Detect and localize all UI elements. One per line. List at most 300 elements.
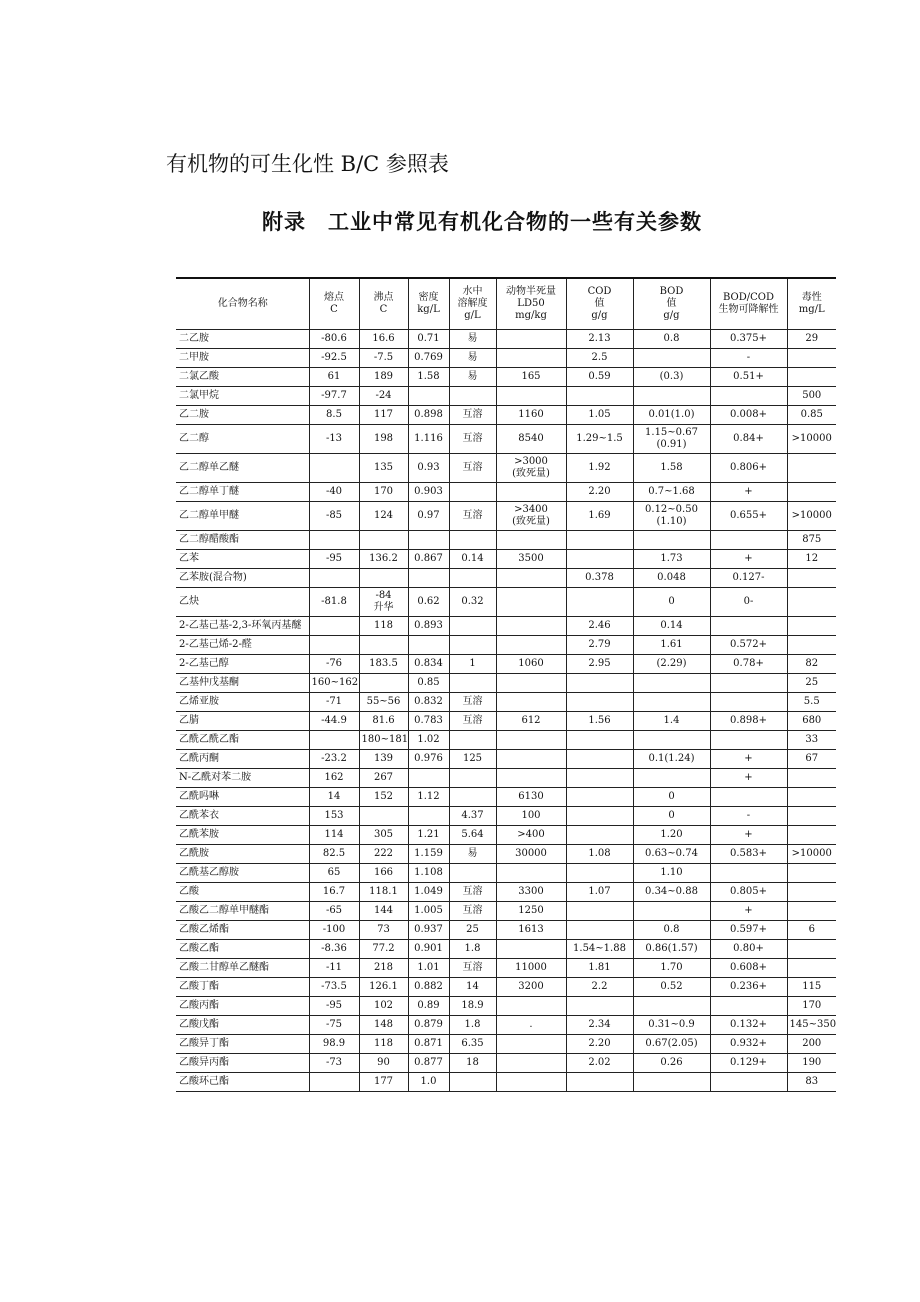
cell-toxicity: >10000: [787, 425, 836, 454]
cell-boiling-point: 136.2: [359, 550, 408, 569]
cell-boiling-point: 218: [359, 959, 408, 978]
cell-ld50: [496, 750, 566, 769]
cell-cod: [566, 531, 633, 550]
table-row: [176, 483, 836, 502]
cell-bod-cod: +: [710, 769, 787, 788]
cell-bod: 0.31~0.9: [633, 1016, 710, 1035]
cell-solubility: 互溶: [449, 693, 496, 712]
cell-bod: (0.3): [633, 368, 710, 387]
cell-cod: 1.08: [566, 845, 633, 864]
cell-melting-point: -95: [309, 550, 359, 569]
cell-toxicity: >10000: [787, 502, 836, 531]
cell-toxicity: [787, 883, 836, 902]
cell-bod-cod: 0.932+: [710, 1035, 787, 1054]
cell-bod: [633, 997, 710, 1016]
cell-melting-point: -95: [309, 997, 359, 1016]
cell-name: 乙酸乙酯: [176, 940, 309, 959]
cell-boiling-point: -24: [359, 387, 408, 406]
cell-bod: 0.12~0.50 (1.10): [633, 502, 710, 531]
cell-name: 2-乙基己烯-2-醛: [176, 636, 309, 655]
cell-boiling-point: 139: [359, 750, 408, 769]
cell-name: 乙酸丙酯: [176, 997, 309, 1016]
table-row: [176, 655, 836, 674]
cell-name: 乙腈: [176, 712, 309, 731]
cell-melting-point: -11: [309, 959, 359, 978]
cell-cod: 2.02: [566, 1054, 633, 1073]
cell-melting-point: 160~162: [309, 674, 359, 693]
cell-ld50: [496, 483, 566, 502]
cell-bod-cod: 0.806+: [710, 454, 787, 483]
cell-melting-point: -81.8: [309, 588, 359, 617]
table-row: [176, 902, 836, 921]
cell-solubility: 18: [449, 1054, 496, 1073]
column-header-name: 化合物名称: [176, 278, 309, 330]
cell-toxicity: 875: [787, 531, 836, 550]
cell-toxicity: 145~350: [787, 1016, 836, 1035]
cell-cod: [566, 387, 633, 406]
cell-cod: 2.95: [566, 655, 633, 674]
cell-cod: 1.29~1.5: [566, 425, 633, 454]
cell-melting-point: -100: [309, 921, 359, 940]
column-header-toxicity: 毒性 mg/L: [787, 278, 836, 330]
cell-boiling-point: 198: [359, 425, 408, 454]
cell-boiling-point: 305: [359, 826, 408, 845]
cell-solubility: 0.32: [449, 588, 496, 617]
cell-density: 0.85: [408, 674, 449, 693]
cell-density: 1.58: [408, 368, 449, 387]
cell-cod: 2.2: [566, 978, 633, 997]
cell-bod: 0.52: [633, 978, 710, 997]
cell-boiling-point: 77.2: [359, 940, 408, 959]
cell-boiling-point: 118.1: [359, 883, 408, 902]
cell-ld50: 30000: [496, 845, 566, 864]
table-row: [176, 674, 836, 693]
cell-toxicity: [787, 769, 836, 788]
cell-density: [408, 769, 449, 788]
cell-density: [408, 636, 449, 655]
cell-cod: 2.20: [566, 1035, 633, 1054]
cell-toxicity: [787, 617, 836, 636]
cell-name: 乙二醇单乙醚: [176, 454, 309, 483]
cell-bod: [633, 349, 710, 368]
cell-cod: [566, 864, 633, 883]
table-row: [176, 940, 836, 959]
cell-bod-cod: 0.80+: [710, 940, 787, 959]
cell-boiling-point: 102: [359, 997, 408, 1016]
column-header-density: 密度 kg/L: [408, 278, 449, 330]
cell-bod-cod: +: [710, 550, 787, 569]
cell-cod: [566, 550, 633, 569]
cell-density: 0.783: [408, 712, 449, 731]
cell-cod: 2.46: [566, 617, 633, 636]
cell-melting-point: 16.7: [309, 883, 359, 902]
table-row: [176, 750, 836, 769]
cell-ld50: 3500: [496, 550, 566, 569]
cell-bod: 0.1(1.24): [633, 750, 710, 769]
table-row: [176, 425, 836, 454]
cell-ld50: [496, 997, 566, 1016]
cell-bod-cod: 0.129+: [710, 1054, 787, 1073]
cell-boiling-point: 90: [359, 1054, 408, 1073]
cell-solubility: 6.35: [449, 1035, 496, 1054]
cell-solubility: 1: [449, 655, 496, 674]
cell-boiling-point: [359, 674, 408, 693]
cell-melting-point: -8.36: [309, 940, 359, 959]
cell-cod: 2.34: [566, 1016, 633, 1035]
cell-melting-point: -85: [309, 502, 359, 531]
cell-cod: 1.81: [566, 959, 633, 978]
cell-cod: 2.79: [566, 636, 633, 655]
table-row: [176, 921, 836, 940]
cell-solubility: [449, 483, 496, 502]
cell-toxicity: 33: [787, 731, 836, 750]
cell-toxicity: 680: [787, 712, 836, 731]
cell-bod: 0: [633, 807, 710, 826]
cell-toxicity: 82: [787, 655, 836, 674]
cell-name: 乙酸二甘醇单乙醚酯: [176, 959, 309, 978]
cell-density: 1.12: [408, 788, 449, 807]
cell-ld50: [496, 674, 566, 693]
cell-name: 乙酸乙二醇单甲醚酯: [176, 902, 309, 921]
cell-cod: [566, 826, 633, 845]
cell-bod-cod: [710, 693, 787, 712]
cell-bod: 1.15~0.67 (0.91): [633, 425, 710, 454]
cell-ld50: 100: [496, 807, 566, 826]
cell-ld50: 11000: [496, 959, 566, 978]
cell-density: 1.108: [408, 864, 449, 883]
cell-bod-cod: [710, 864, 787, 883]
cell-name: 乙苯: [176, 550, 309, 569]
cell-bod-cod: 0-: [710, 588, 787, 617]
cell-boiling-point: 144: [359, 902, 408, 921]
cell-bod: [633, 902, 710, 921]
cell-solubility: [449, 864, 496, 883]
cell-density: 0.877: [408, 1054, 449, 1073]
cell-name: 乙二醇醋酸酯: [176, 531, 309, 550]
table-row: [176, 883, 836, 902]
cell-name: 乙炔: [176, 588, 309, 617]
cell-density: 0.871: [408, 1035, 449, 1054]
cell-cod: [566, 807, 633, 826]
cell-name: 乙酰苯衣: [176, 807, 309, 826]
cell-bod-cod: 0.608+: [710, 959, 787, 978]
cell-melting-point: 61: [309, 368, 359, 387]
cell-toxicity: [787, 569, 836, 588]
table-row: [176, 636, 836, 655]
cell-bod: 0.86(1.57): [633, 940, 710, 959]
cell-boiling-point: [359, 807, 408, 826]
cell-ld50: [496, 569, 566, 588]
cell-name: 乙二胺: [176, 406, 309, 425]
cell-melting-point: [309, 1073, 359, 1092]
cell-bod: 0: [633, 588, 710, 617]
cell-ld50: 165: [496, 368, 566, 387]
cell-bod-cod: 0.898+: [710, 712, 787, 731]
cell-cod: [566, 997, 633, 1016]
cell-bod: 0.8: [633, 921, 710, 940]
cell-bod: 0.048: [633, 569, 710, 588]
cell-toxicity: 5.5: [787, 693, 836, 712]
cell-bod-cod: [710, 1073, 787, 1092]
cell-ld50: 8540: [496, 425, 566, 454]
table-row: [176, 406, 836, 425]
table-row: [176, 454, 836, 483]
cell-density: 1.159: [408, 845, 449, 864]
cell-name: 乙酰吗啉: [176, 788, 309, 807]
cell-solubility: 1.8: [449, 940, 496, 959]
table-title: 附录 工业中常见有机化合物的一些有关参数: [262, 210, 702, 234]
cell-bod-cod: 0.78+: [710, 655, 787, 674]
table-row: [176, 569, 836, 588]
cell-density: 1.005: [408, 902, 449, 921]
cell-bod-cod: +: [710, 902, 787, 921]
cell-bod: 0: [633, 788, 710, 807]
cell-toxicity: 83: [787, 1073, 836, 1092]
cell-cod: 2.5: [566, 349, 633, 368]
cell-melting-point: [309, 731, 359, 750]
cell-melting-point: -97.7: [309, 387, 359, 406]
cell-toxicity: 0.85: [787, 406, 836, 425]
cell-density: 0.937: [408, 921, 449, 940]
cell-solubility: 4.37: [449, 807, 496, 826]
cell-density: 0.89: [408, 997, 449, 1016]
cell-boiling-point: [359, 636, 408, 655]
cell-boiling-point: 16.6: [359, 330, 408, 349]
cell-ld50: [496, 330, 566, 349]
table-row: [176, 588, 836, 617]
cell-solubility: 互溶: [449, 883, 496, 902]
cell-toxicity: 12: [787, 550, 836, 569]
table-row: [176, 978, 836, 997]
cell-name: N-乙酰对苯二胺: [176, 769, 309, 788]
cell-melting-point: [309, 531, 359, 550]
table-row: [176, 997, 836, 1016]
cell-bod: 1.61: [633, 636, 710, 655]
cell-boiling-point: 73: [359, 921, 408, 940]
table-row: [176, 531, 836, 550]
table-row: [176, 1073, 836, 1092]
cell-ld50: [496, 864, 566, 883]
cell-melting-point: [309, 617, 359, 636]
cell-name: 乙酸异丙酯: [176, 1054, 309, 1073]
cell-name: 二甲胺: [176, 349, 309, 368]
table-header-row: [176, 278, 836, 330]
cell-cod: 0.378: [566, 569, 633, 588]
cell-ld50: [496, 588, 566, 617]
cell-ld50: [496, 1035, 566, 1054]
cell-bod-cod: 0.008+: [710, 406, 787, 425]
cell-melting-point: [309, 636, 359, 655]
table-row: [176, 387, 836, 406]
cell-toxicity: 190: [787, 1054, 836, 1073]
cell-density: [408, 387, 449, 406]
cell-cod: 2.13: [566, 330, 633, 349]
cell-melting-point: -40: [309, 483, 359, 502]
cell-bod-cod: 0.572+: [710, 636, 787, 655]
cell-solubility: 0.14: [449, 550, 496, 569]
cell-cod: 0.59: [566, 368, 633, 387]
cell-boiling-point: 180~181: [359, 731, 408, 750]
cell-boiling-point: 118: [359, 617, 408, 636]
table-body: [176, 330, 836, 1092]
cell-toxicity: [787, 588, 836, 617]
cell-bod: 0.01(1.0): [633, 406, 710, 425]
cell-name: 乙酸戊酯: [176, 1016, 309, 1035]
cell-boiling-point: 170: [359, 483, 408, 502]
cell-bod: 0.67(2.05): [633, 1035, 710, 1054]
column-header-ld50: 动物半死量 LD50 mg/kg: [496, 278, 566, 330]
cell-melting-point: 82.5: [309, 845, 359, 864]
cell-cod: [566, 788, 633, 807]
table-row: [176, 330, 836, 349]
cell-bod-cod: 0.84+: [710, 425, 787, 454]
cell-melting-point: -44.9: [309, 712, 359, 731]
cell-ld50: [496, 1054, 566, 1073]
cell-bod-cod: 0.375+: [710, 330, 787, 349]
cell-melting-point: 98.9: [309, 1035, 359, 1054]
cell-solubility: [449, 531, 496, 550]
column-header-solubility: 水中 溶解度 g/L: [449, 278, 496, 330]
cell-toxicity: 115: [787, 978, 836, 997]
cell-bod: [633, 693, 710, 712]
cell-bod-cod: [710, 788, 787, 807]
cell-cod: [566, 693, 633, 712]
cell-bod-cod: [710, 531, 787, 550]
cell-solubility: 5.64: [449, 826, 496, 845]
cell-melting-point: 162: [309, 769, 359, 788]
cell-boiling-point: 166: [359, 864, 408, 883]
table-row: [176, 826, 836, 845]
cell-toxicity: [787, 807, 836, 826]
cell-solubility: [449, 788, 496, 807]
cell-cod: [566, 588, 633, 617]
cell-name: 乙酰苯胺: [176, 826, 309, 845]
cell-ld50: [496, 1073, 566, 1092]
table-row: [176, 1016, 836, 1035]
cell-bod-cod: 0.236+: [710, 978, 787, 997]
cell-melting-point: 114: [309, 826, 359, 845]
cell-density: 0.903: [408, 483, 449, 502]
cell-cod: 1.05: [566, 406, 633, 425]
cell-solubility: 18.9: [449, 997, 496, 1016]
cell-boiling-point: 177: [359, 1073, 408, 1092]
cell-name: 乙酰基乙醇胺: [176, 864, 309, 883]
cell-density: [408, 569, 449, 588]
cell-solubility: [449, 1073, 496, 1092]
cell-boiling-point: 117: [359, 406, 408, 425]
cell-ld50: 612: [496, 712, 566, 731]
cell-solubility: 125: [449, 750, 496, 769]
cell-name: 二氯甲烷: [176, 387, 309, 406]
cell-density: [408, 807, 449, 826]
cell-melting-point: -76: [309, 655, 359, 674]
cell-solubility: 25: [449, 921, 496, 940]
cell-name: 乙二醇单丁醚: [176, 483, 309, 502]
cell-ld50: [496, 531, 566, 550]
cell-density: 0.62: [408, 588, 449, 617]
cell-cod: 1.92: [566, 454, 633, 483]
cell-density: 0.93: [408, 454, 449, 483]
cell-ld50: 3200: [496, 978, 566, 997]
cell-ld50: >400: [496, 826, 566, 845]
cell-density: 0.834: [408, 655, 449, 674]
cell-melting-point: -73: [309, 1054, 359, 1073]
cell-toxicity: [787, 864, 836, 883]
cell-melting-point: [309, 569, 359, 588]
table-row: [176, 845, 836, 864]
cell-ld50: 1060: [496, 655, 566, 674]
cell-density: 0.867: [408, 550, 449, 569]
cell-bod: 0.63~0.74: [633, 845, 710, 864]
cell-name: 乙酰乙酰乙酯: [176, 731, 309, 750]
cell-boiling-point: 135: [359, 454, 408, 483]
cell-bod: 1.70: [633, 959, 710, 978]
cell-bod: 0.34~0.88: [633, 883, 710, 902]
cell-boiling-point: -84 升华: [359, 588, 408, 617]
cell-name: 乙酸丁酯: [176, 978, 309, 997]
cell-ld50: [496, 617, 566, 636]
table-row: [176, 788, 836, 807]
cell-melting-point: -92.5: [309, 349, 359, 368]
cell-cod: 1.07: [566, 883, 633, 902]
cell-name: 乙二醇: [176, 425, 309, 454]
cell-cod: [566, 750, 633, 769]
cell-solubility: 14: [449, 978, 496, 997]
cell-solubility: 互溶: [449, 425, 496, 454]
cell-toxicity: [787, 788, 836, 807]
cell-solubility: 1.8: [449, 1016, 496, 1035]
cell-density: 0.882: [408, 978, 449, 997]
cell-bod: 1.73: [633, 550, 710, 569]
cell-toxicity: [787, 902, 836, 921]
cell-solubility: 互溶: [449, 959, 496, 978]
cell-melting-point: -75: [309, 1016, 359, 1035]
cell-toxicity: 67: [787, 750, 836, 769]
cell-bod-cod: 0.127-: [710, 569, 787, 588]
cell-ld50: [496, 693, 566, 712]
cell-bod: 1.58: [633, 454, 710, 483]
cell-name: 乙烯亚胺: [176, 693, 309, 712]
cell-bod: [633, 674, 710, 693]
cell-solubility: 互溶: [449, 406, 496, 425]
cell-ld50: >3400 (致死量): [496, 502, 566, 531]
cell-melting-point: 65: [309, 864, 359, 883]
cell-density: 0.901: [408, 940, 449, 959]
cell-melting-point: -73.5: [309, 978, 359, 997]
cell-density: 0.97: [408, 502, 449, 531]
cell-ld50: [496, 940, 566, 959]
cell-solubility: 互溶: [449, 902, 496, 921]
cell-toxicity: >10000: [787, 845, 836, 864]
cell-density: 1.21: [408, 826, 449, 845]
table-row: [176, 349, 836, 368]
cell-name: 二乙胺: [176, 330, 309, 349]
cell-density: 0.832: [408, 693, 449, 712]
cell-ld50: 3300: [496, 883, 566, 902]
cell-bod: 1.20: [633, 826, 710, 845]
table-row: [176, 617, 836, 636]
cell-toxicity: [787, 368, 836, 387]
cell-melting-point: -80.6: [309, 330, 359, 349]
table-row: [176, 959, 836, 978]
cell-solubility: 易: [449, 330, 496, 349]
cell-toxicity: [787, 636, 836, 655]
cell-name: 乙酰丙酮: [176, 750, 309, 769]
cell-bod: [633, 769, 710, 788]
cell-solubility: 易: [449, 845, 496, 864]
cell-solubility: 互溶: [449, 502, 496, 531]
cell-ld50: [496, 731, 566, 750]
